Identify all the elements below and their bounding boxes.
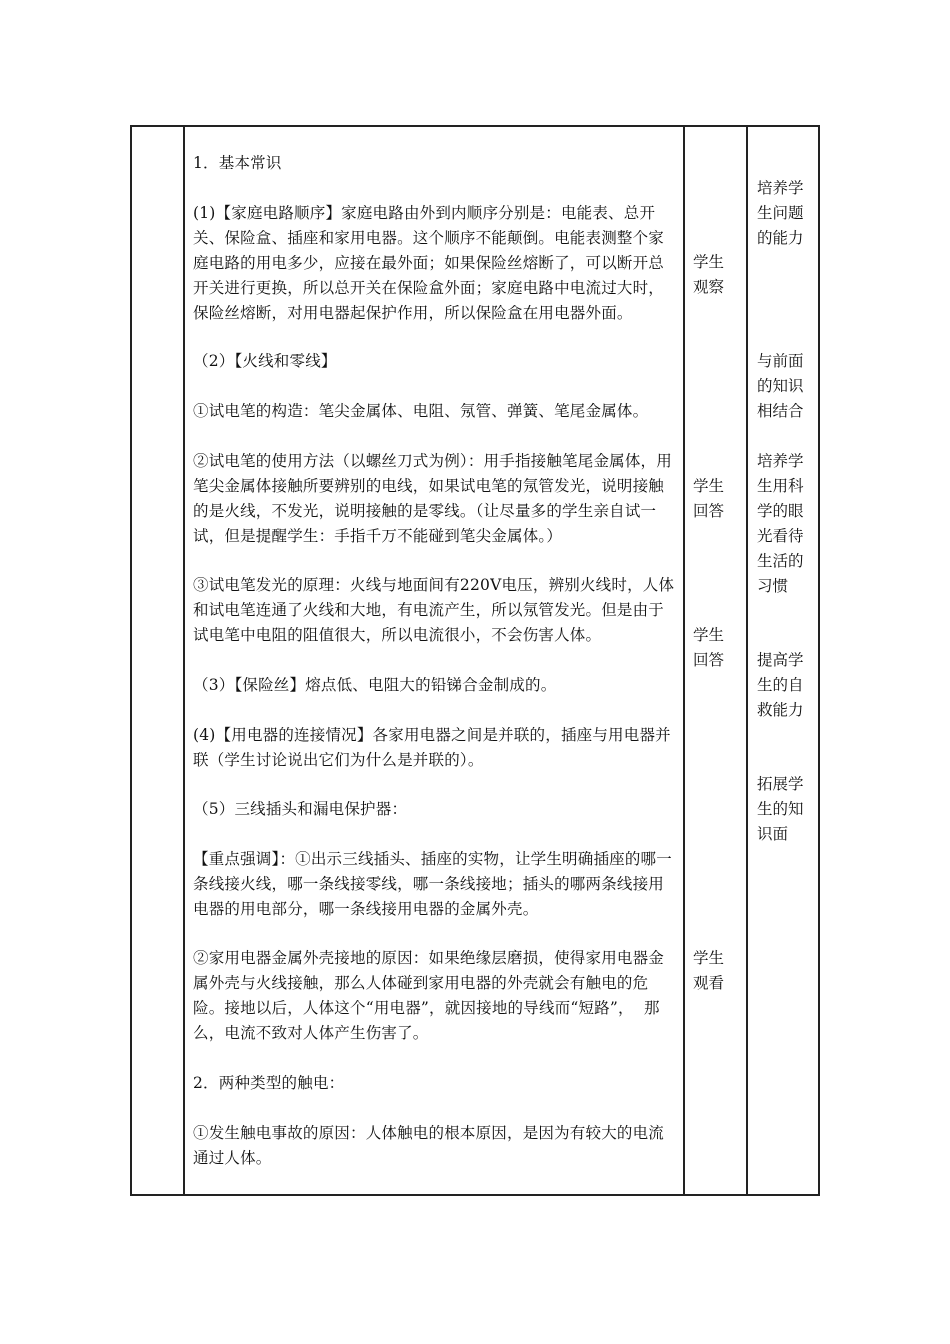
- intent-self-rescue: 提高学 生的自 救能力: [757, 651, 804, 719]
- paragraph-tester-usage: ②试电笔的使用方法（以螺丝刀式为例）：用手指接触笔尾金属体，用笔尖金属体接触所要辨别的电线，如果试电笔的氖管发光，说明接触的是火线，不发光，说明接触的是零线。（让尽量多的学生亲自试一试，但是提醒学生：手指千万不能碰到笔尖金属体。）: [193, 452, 672, 545]
- activity-watch: 学生 观看: [693, 949, 725, 992]
- paragraph-three-wire-plug: （5）三线插头和漏电保护器：: [193, 800, 408, 818]
- paragraph-key-emphasis: 【重点强调】：①出示三线插头、插座的实物，让学生明确插座的哪一条线接火线，哪一条线接零线，哪一条线接地；插头的哪两条线接用电器的用电部分，哪一条线接用电器的金属外壳。: [193, 850, 672, 918]
- paragraph-fuse: （3）【保险丝】熔点低、电阻大的铅锑合金制成的。: [193, 676, 557, 694]
- paragraph-tester-principle: ③试电笔发光的原理：火线与地面间有220V电压，辨别火线时，人体和试电笔连通了火线和大地，有电流产生，所以氖管发光。但是由于试电笔中电阻的阻值很大，所以电流很小，不会伤害人体。: [193, 576, 675, 644]
- paragraph-shock-cause: ①发生触电事故的原因：人体触电的根本原因，是因为有较大的电流通过人体。: [193, 1124, 665, 1167]
- paragraph-circuit-order: (1)【家庭电路顺序】家庭电路由外到内顺序分别是：电能表、总开关、保险盒、插座和家用电器。这个顺序不能颠倒。电能表测整个家庭电路的用电多少，应接在最外面；如果保险丝熔断了，可以断开总开关进行更换，所以总开关在保险盒外面；家庭电路中电流过大时，保险丝熔断，对用电器起保护作用，所以保险盒在用电器外面。: [193, 204, 665, 322]
- column-divider: [746, 127, 748, 1194]
- paragraph-live-neutral-heading: （2）【火线和零线】: [193, 352, 337, 370]
- intent-broaden-knowledge: 拓展学 生的知 识面: [757, 775, 804, 843]
- paragraph-appliance-connection: (4)【用电器的连接情况】各家用电器之间是并联的，插座与用电器并联（学生讨论说出它们为什么是并联的）。: [193, 726, 671, 769]
- activity-observe: 学生 观察: [693, 253, 725, 296]
- section-heading-basic: 1．基本常识: [193, 154, 282, 172]
- paragraph-grounding-reason: ②家用电器金属外壳接地的原因：如果绝缘层磨损，使得家用电器金属外壳与火线接触，那么人体碰到家用电器的外壳就会有触电的危险。接地以后，人体这个“用电器”，就因接地的导线而“短路”， 那么，电流不致对人体产生伤害了。: [193, 949, 665, 1042]
- activity-answer: 学生 回答: [693, 626, 725, 669]
- paragraph-tester-structure: ①试电笔的构造：笔尖金属体、电阻、氖管、弹簧、笔尾金属体。: [193, 402, 649, 420]
- intent-problem-ability: 培养学 生问题 的能力: [757, 179, 804, 247]
- activity-answer: 学生 回答: [693, 477, 725, 520]
- column-divider: [183, 127, 185, 1194]
- intent-scientific-view: 培养学 生用科 学的眼 光看待 生活的 习惯: [757, 452, 804, 595]
- intent-link-prior-knowledge: 与前面 的知识 相结合: [757, 352, 804, 420]
- column-divider: [683, 127, 685, 1194]
- section-heading-shock-types: 2．两种类型的触电：: [193, 1074, 345, 1092]
